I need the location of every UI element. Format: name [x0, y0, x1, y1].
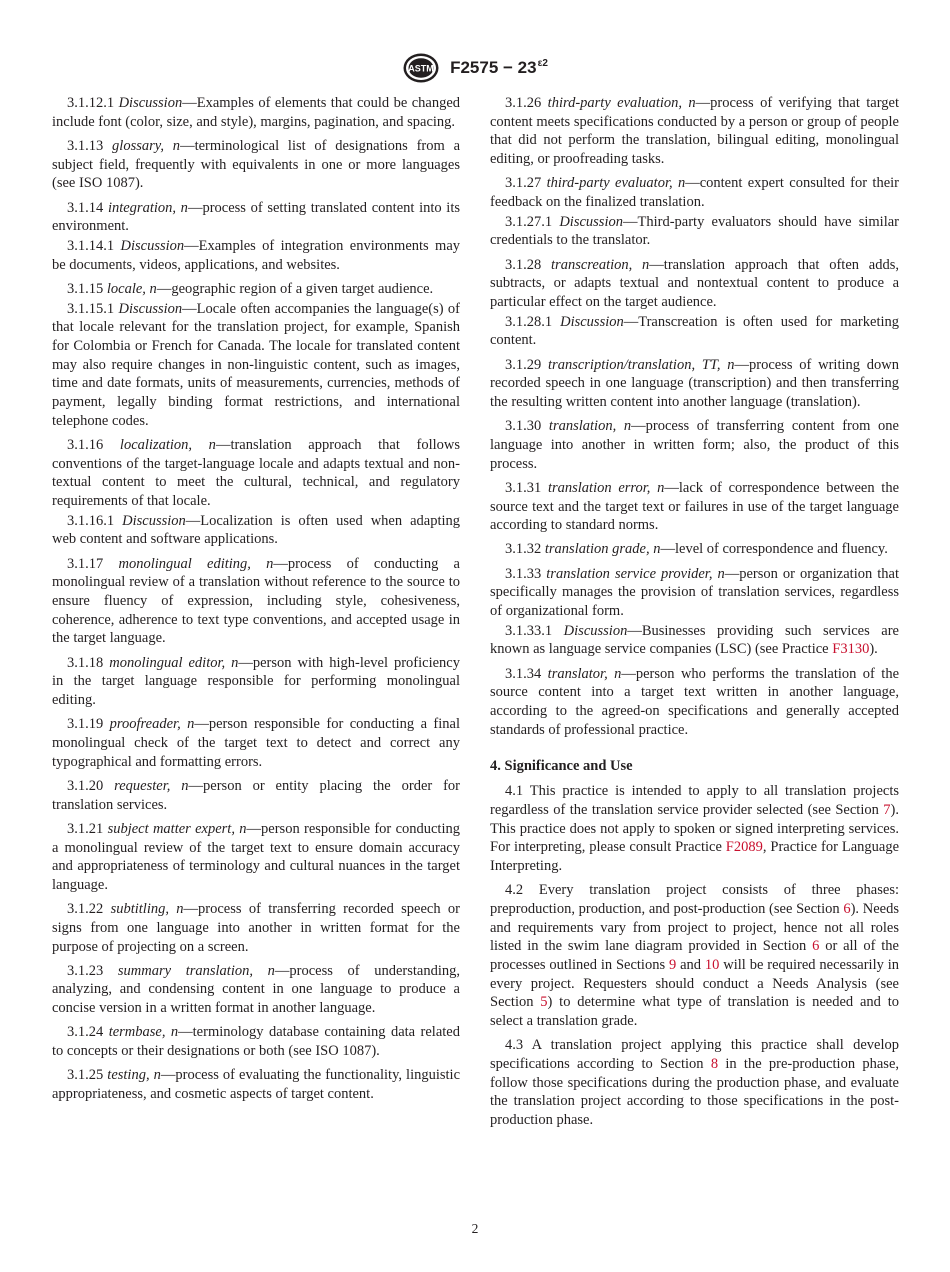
definition-paragraph: 3.1.16.1 Discussion—Localization is often used when adapting web content and software applications. [52, 512, 461, 548]
term: termbase, n [108, 1024, 179, 1041]
reference-link-f3130[interactable]: F3130 [832, 641, 870, 658]
section-link[interactable]: 9 [668, 957, 677, 974]
term: translator, n [547, 665, 622, 682]
term: transcreation, n [551, 256, 650, 273]
section-link[interactable]: 5 [540, 994, 548, 1011]
definition-paragraph: 3.1.32 translation grade, n—level of correspondence and fluency. [505, 541, 888, 558]
section-paragraph: 4.2 Every translation project consists of three phases: preproduction, production, and post-production (see Section 6). Needs and requirements vary from project to project, hence not all roles listed in the swim lane diagram provided in Section 6 or all of the processes outlined in Sections 9 and 10 will be required necessarily in every project. Requesters should conduct a Needs Analysis (see Section 5) to determine what type of translation is needed and to select a translation grade. [490, 882, 899, 1030]
term: Discussion [118, 95, 183, 111]
term: transcription/translation, TT, n [548, 356, 735, 373]
logo-text: ASTM [408, 63, 434, 74]
definition-paragraph: 3.1.12.1 Discussion—Examples of elements that could be changed include font (color, size, and style), margins, pagination, and spacing. [52, 95, 461, 130]
section-paragraph: 4.1 This practice is intended to apply to all translation projects regardless of the translation service provider selected (see Section 7). This practice does not apply to spoken or signed interpreting services. For interpreting, please consult Practice F2089, Practice for Language Interpreting. [490, 783, 900, 875]
definition-paragraph: 3.1.22 subtitling, n—process of transferring recorded speech or signs from one language into another in written format for the purpose of projecting on a screen. [52, 901, 460, 955]
definition-paragraph: 3.1.30 translation, n—process of transferring content from one language into another in written form; also, the product of this process. [490, 418, 899, 472]
term: requester, n [114, 777, 189, 794]
definition-paragraph: 3.1.28 transcreation, n—translation approach that often adds, subtracts, or adapts textual and nontextual content to produce a particular effect on the target audience. [490, 256, 899, 311]
term: locale, n [106, 280, 157, 297]
term: Discussion [563, 622, 628, 639]
definition-paragraph: 3.1.17 monolingual editing, n—process of conducting a monolingual review of a translation without reference to the source to ensure fluency of expression, including style, cohesiveness, coherence, adherence to text type conventions, and accepted usage in the target language. [52, 555, 460, 647]
definition-paragraph: 3.1.20 requester, n—person or entity placing the order for translation services. [52, 777, 461, 813]
section-link[interactable]: 7 [883, 801, 891, 818]
section-heading: 4. Significance and Use [490, 757, 633, 774]
designation-number: F2575 − 23 [450, 58, 537, 77]
term: testing, n [107, 1067, 161, 1084]
reference-link-f2089[interactable]: F2089 [725, 839, 763, 856]
term: monolingual editing, n [118, 555, 274, 572]
term: Discussion [118, 300, 183, 317]
definition-paragraph: 3.1.33.1 Discussion—Businesses providing such services are known as language service companies (LSC) (see Practice F3130). [490, 622, 899, 658]
definition-paragraph: 3.1.18 monolingual editor, n—person with high-level proficiency in the target language responsible for performing monolingual editing. [52, 654, 460, 709]
definition-paragraph: 3.1.19 proofreader, n—person responsible for conducting a final monolingual check of the target text to detect and correct any typographical and formatting errors. [52, 716, 461, 770]
definition-paragraph: 3.1.13 glossary, n—terminological list of designations from a subject field, frequently with equivalents in one or more languages (see ISO 1087). [52, 137, 461, 192]
term: proofreader, n [109, 716, 195, 733]
definition-paragraph: 3.1.27.1 Discussion—Third-party evaluators should have similar credentials to the translator. [490, 213, 899, 249]
definition-paragraph: 3.1.21 subject matter expert, n—person responsible for conducting a monolingual review of the target text to ensure domain accuracy and appropriateness of terminology and cultural nuances in the target language. [52, 820, 460, 893]
definition-paragraph: 3.1.25 testing, n—process of evaluating the functionality, linguistic appropriateness, and cosmetic aspects of target content. [52, 1067, 461, 1102]
definition-paragraph: 3.1.27 third-party evaluator, n—content expert consulted for their feedback on the finalized translation. [490, 175, 900, 211]
term: Discussion [122, 512, 186, 529]
definition-paragraph: 3.1.29 transcription/translation, TT, n—process of writing down recorded speech in one language (transcription) and then transferring the resulting written content into another language (translation). [490, 356, 900, 411]
term: monolingual editor, n [109, 654, 239, 671]
term: Discussion [560, 313, 624, 330]
section-link[interactable]: 8 [710, 1056, 719, 1073]
definition-paragraph: 3.1.26 third-party evaluation, n—process of verifying that target content meets specifications conducted by a person or group of people that did not perform the translation, bilingual editing, monolingual editing, or proofreading tasks. [490, 95, 900, 168]
section-paragraph: 4.3 A translation project applying this practice shall develop specifications according to Section 8 in the pre-production phase, follow those specifications during the production phase, and evaluate the translation project according to those specifications in the post-production phase. [490, 1037, 899, 1129]
term: subject matter expert, n [107, 820, 247, 837]
section-link[interactable]: 6 [812, 938, 820, 955]
section-link[interactable]: 10 [704, 957, 720, 974]
definition-paragraph: 3.1.14.1 Discussion—Examples of integration environments may be documents, videos, applications, and websites. [52, 237, 461, 273]
term: third-party evaluation, n [547, 95, 696, 111]
term: localization, n [119, 436, 216, 453]
term: Discussion [559, 213, 623, 230]
definition-paragraph: 3.1.28.1 Discussion—Transcreation is often used for marketing content. [490, 313, 900, 349]
definition-paragraph: 3.1.31 translation error, n—lack of correspondence between the source text and the target text or failures in use of the target language according to standard norms. [490, 479, 900, 534]
right-column [490, 94, 899, 1135]
term: Discussion [120, 237, 185, 254]
term: translation grade, n [544, 541, 661, 558]
left-column [52, 94, 460, 1109]
term: subtitling, n [110, 901, 184, 918]
definition-paragraph: 3.1.16 localization, n—translation approach that follows conventions of the target-language locale and adapts textual and non-textual content to meet the cultural, technical, and regulatory requirements of that locale. [52, 436, 461, 510]
astm-logo-icon [402, 52, 440, 84]
term: integration, n [107, 199, 188, 216]
term: summary translation, n [117, 962, 275, 979]
definition-paragraph: 3.1.34 translator, n—person who performs the translation of the source content into a target text written in another language, according to the agreed-on specifications and generally accepted standards of professional practice. [490, 665, 900, 738]
definition-paragraph: 3.1.15.1 Discussion—Locale often accompanies the language(s) of that locale relevant for the translation project, for example, Spanish for Colombia or French for Canada. The locale for translated content may also require changes in non-linguistic content, such as images, time and date formats, units of measurements, currencies, methods of payment, legally binding format restrictions, and international telephone codes. [52, 300, 461, 429]
definition-paragraph: 3.1.33 translation service provider, n—person or organization that specifically manages the provision of translation services, regardless of organizational form. [490, 565, 899, 620]
designation-suffix: ε2 [537, 58, 548, 70]
standard-designation [450, 58, 548, 78]
term: glossary, n [112, 137, 181, 154]
term: translation service provider, n [546, 565, 725, 582]
page-header [0, 52, 950, 84]
definition-paragraph: 3.1.15 locale, n—geographic region of a given target audience. [67, 280, 434, 297]
page-number: 2 [471, 1221, 479, 1236]
definition-paragraph: 3.1.23 summary translation, n—process of understanding, analyzing, and condensing content in one language to produce a concise version in a written format in another language. [52, 962, 460, 1017]
definition-paragraph: 3.1.14 integration, n—process of setting translated content into its environment. [52, 199, 461, 235]
definition-paragraph: 3.1.24 termbase, n—terminology database containing data related to concepts or their designations or both (see ISO 1087). [52, 1024, 460, 1060]
section-link[interactable]: 6 [843, 900, 851, 917]
term: translation, n [548, 418, 632, 435]
term: translation error, n [547, 479, 665, 496]
term: third-party evaluator, n [546, 175, 686, 192]
